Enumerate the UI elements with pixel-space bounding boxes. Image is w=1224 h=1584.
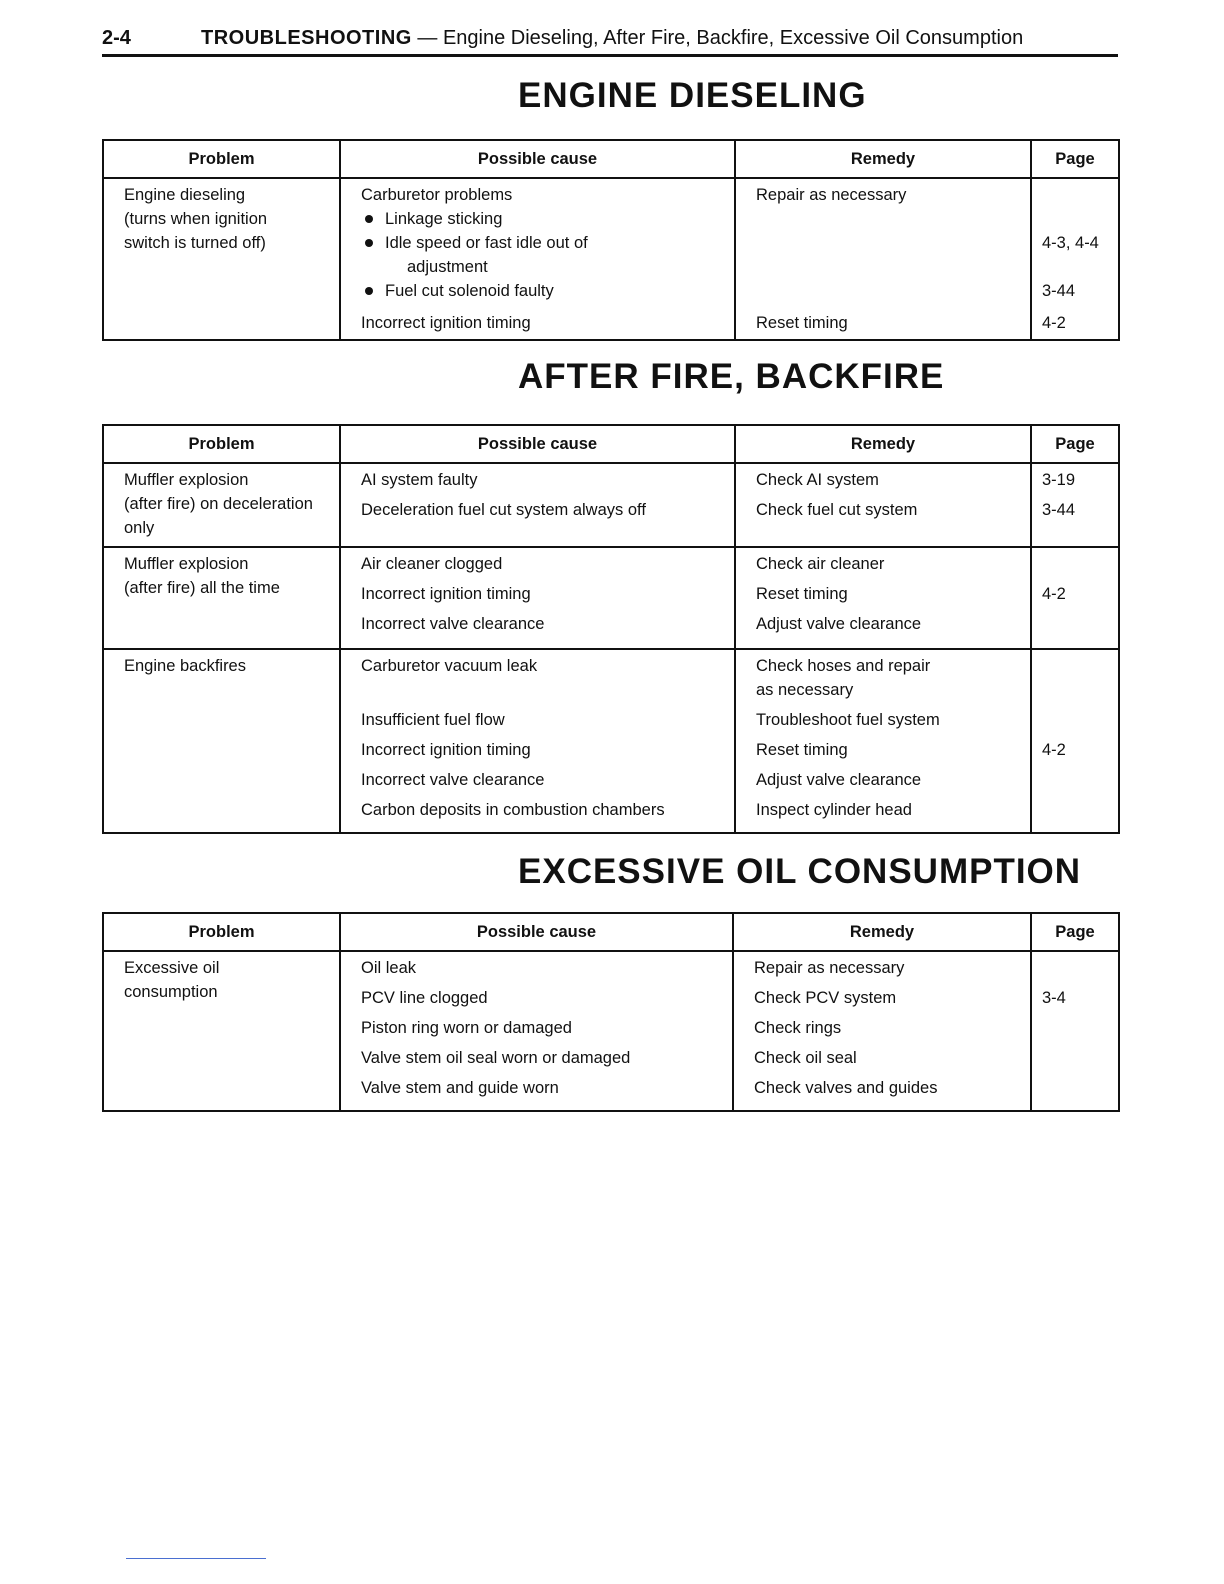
table-row: [103, 547, 1119, 649]
problem-cell: [103, 463, 340, 547]
page-cell: [1031, 178, 1119, 340]
page-number: 2-4: [102, 27, 131, 49]
problem-cell: [103, 178, 340, 340]
cause-bullet-cont: adjustment: [407, 258, 488, 276]
table-header-row: [103, 913, 1119, 951]
col-header-page: Page: [1031, 913, 1119, 951]
table-row: [103, 463, 1119, 547]
running-header: [102, 24, 1118, 57]
page-cell: [1031, 951, 1119, 1111]
remedy-line: Troubleshoot fuel system: [756, 711, 940, 729]
page-ref: 3-44: [1042, 282, 1076, 300]
header-section: TROUBLESHOOTING: [201, 27, 412, 49]
problem-line: switch is turned off): [124, 234, 266, 252]
cause-line: Incorrect valve clearance: [361, 615, 545, 633]
problem-cell: [103, 547, 340, 649]
table-row: [103, 951, 1119, 1111]
page-ref: 4-2: [1042, 741, 1066, 759]
cause-line: Carburetor vacuum leak: [361, 657, 538, 675]
page-ref: 3-19: [1042, 471, 1076, 489]
page-cell: [1031, 547, 1119, 649]
cause-cell: [340, 649, 735, 833]
cause-line: Insufficient fuel flow: [361, 711, 505, 729]
cause-line: Incorrect ignition timing: [361, 585, 531, 603]
remedy-line: Check fuel cut system: [756, 501, 918, 519]
remedy-cell: [735, 178, 1031, 340]
problem-line: Engine backfires: [124, 657, 246, 675]
remedy-cell: [733, 951, 1031, 1111]
section-title-engine-dieseling: ENGINE DIESELING: [518, 76, 867, 115]
col-header-remedy: Remedy: [733, 913, 1031, 951]
remedy-cell: [735, 463, 1031, 547]
col-header-problem: Problem: [103, 140, 340, 178]
cause-cell: [340, 463, 735, 547]
divider: [126, 1558, 266, 1559]
cause-group: Carburetor problems: [361, 186, 513, 204]
header-title: [201, 27, 1023, 50]
oil-consumption-table: [102, 912, 1120, 1112]
remedy-line: Check AI system: [756, 471, 879, 489]
remedy-line: Check hoses and repair: [756, 657, 931, 675]
cause-line: Valve stem oil seal worn or damaged: [361, 1049, 631, 1067]
col-header-problem: Problem: [103, 425, 340, 463]
cause-cell: [340, 547, 735, 649]
col-header-page: Page: [1031, 140, 1119, 178]
remedy-line: Check air cleaner: [756, 555, 885, 573]
problem-cell: [103, 649, 340, 833]
remedy-line: Inspect cylinder head: [756, 801, 912, 819]
cause-line: PCV line clogged: [361, 989, 488, 1007]
remedy-line: Adjust valve clearance: [756, 615, 922, 633]
remedy-line: Check rings: [754, 1019, 842, 1037]
col-header-cause: Possible cause: [340, 913, 733, 951]
col-header-remedy: Remedy: [735, 140, 1031, 178]
cause-line: Carbon deposits in combustion chambers: [361, 801, 665, 819]
problem-line: (turns when ignition: [124, 210, 268, 228]
remedy-line: Repair as necessary: [754, 959, 905, 977]
page-cell: [1031, 649, 1119, 833]
problem-line: Excessive oil: [124, 959, 220, 977]
problem-line: (after fire) all the time: [124, 579, 280, 597]
remedy-cell: [735, 547, 1031, 649]
remedy-line: Check PCV system: [754, 989, 897, 1007]
remedy-line: Check oil seal: [754, 1049, 857, 1067]
col-header-cause: Possible cause: [340, 140, 735, 178]
after-fire-table: [102, 424, 1120, 834]
remedy-line: Check valves and guides: [754, 1079, 938, 1097]
problem-cell: [103, 951, 340, 1111]
remedy-line: Reset timing: [756, 741, 848, 759]
page-ref: 3-44: [1042, 501, 1076, 519]
cause-bullet: Linkage sticking: [361, 207, 728, 231]
cause-line: Air cleaner clogged: [361, 555, 503, 573]
cause-line: Oil leak: [361, 959, 417, 977]
remedy-line: Reset timing: [756, 314, 848, 332]
cause-line: Incorrect ignition timing: [361, 741, 531, 759]
page-ref: 4-2: [1042, 585, 1066, 603]
cause-line: Incorrect valve clearance: [361, 771, 545, 789]
section-title-after-fire: AFTER FIRE, BACKFIRE: [518, 357, 945, 396]
remedy-line: as necessary: [756, 681, 854, 699]
page-ref: 4-2: [1042, 314, 1066, 332]
table-row: [103, 649, 1119, 833]
remedy-cell: [735, 649, 1031, 833]
cause-bullet: Idle speed or fast idle out of: [361, 231, 728, 255]
cause-line: Incorrect ignition timing: [361, 314, 531, 332]
problem-line: Muffler explosion: [124, 471, 249, 489]
header-topics: — Engine Dieseling, After Fire, Backfire, Excessive Oil Consumption: [417, 27, 1024, 49]
col-header-page: Page: [1031, 425, 1119, 463]
remedy-line: Reset timing: [756, 585, 848, 603]
page-cell: [1031, 463, 1119, 547]
cause-cell: [340, 178, 735, 340]
col-header-remedy: Remedy: [735, 425, 1031, 463]
problem-line: only: [124, 519, 155, 537]
page-ref: 3-4: [1042, 989, 1066, 1007]
section-title-oil-consumption: EXCESSIVE OIL CONSUMPTION: [518, 852, 1082, 891]
cause-cell: [340, 951, 733, 1111]
cause-line: AI system faulty: [361, 471, 478, 489]
problem-line: Engine dieseling: [124, 186, 246, 204]
cause-bullet: Fuel cut solenoid faulty: [361, 279, 728, 303]
remedy-line: Repair as necessary: [756, 186, 907, 204]
cause-line: Deceleration fuel cut system always off: [361, 501, 646, 519]
table-header-row: [103, 425, 1119, 463]
remedy-line: Adjust valve clearance: [756, 771, 922, 789]
problem-line: consumption: [124, 983, 218, 1001]
table-row: [103, 178, 1119, 340]
col-header-cause: Possible cause: [340, 425, 735, 463]
page-ref: 4-3, 4-4: [1042, 234, 1099, 252]
problem-line: (after fire) on deceleration: [124, 495, 313, 513]
problem-line: Muffler explosion: [124, 555, 249, 573]
cause-line: Valve stem and guide worn: [361, 1079, 559, 1097]
col-header-problem: Problem: [103, 913, 340, 951]
cause-line: Piston ring worn or damaged: [361, 1019, 572, 1037]
engine-dieseling-table: [102, 139, 1120, 341]
table-header-row: [103, 140, 1119, 178]
